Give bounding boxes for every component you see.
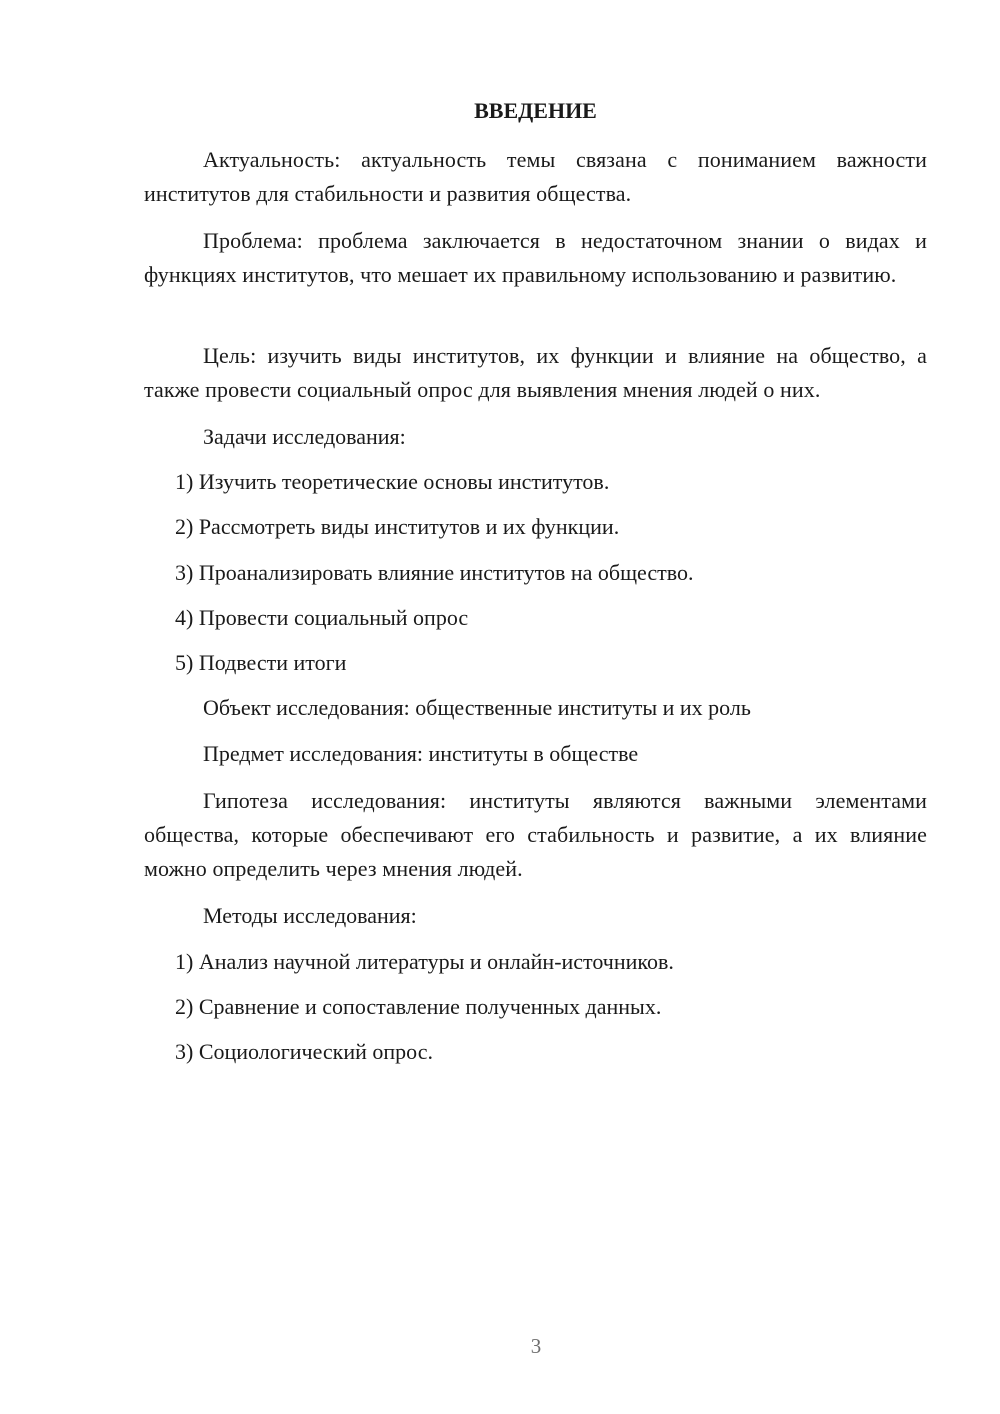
object-line: Объект исследования: общественные институты и их роль: [203, 695, 751, 720]
subject-line: Предмет исследования: институты в обществе: [203, 741, 639, 766]
task-item: 3) Проанализировать влияние институтов на общество.: [175, 560, 694, 585]
task-item: 4) Провести социальный опрос: [175, 605, 469, 630]
task-item: 2) Рассмотреть виды институтов и их функции.: [175, 514, 620, 539]
goal-text: Цель: изучить виды институтов, их функции и влияние на общество, а также провести социальный опрос для выявления мнения людей о них.: [144, 343, 927, 402]
page-title: ВВЕДЕНИЕ: [474, 98, 597, 123]
method-item: 1) Анализ научной литературы и онлайн-источников.: [175, 949, 674, 974]
relevance-text: Актуальность: актуальность темы связана с пониманием важности институтов для стабильности и развития общества.: [144, 147, 927, 206]
tasks-heading: Задачи исследования:: [203, 424, 406, 449]
task-item: 5) Подвести итоги: [175, 650, 347, 675]
task-item: 1) Изучить теоретические основы институтов.: [175, 469, 610, 494]
methods-heading: Методы исследования:: [203, 903, 417, 928]
relevance-paragraph: [144, 143, 927, 211]
hypothesis-text: Гипотеза исследования: институты являются важными элементами общества, которые обеспечивают его стабильность и развитие, а их влияние можно определить через мнения людей.: [144, 788, 927, 881]
hypothesis-paragraph: [144, 784, 927, 886]
method-item: 3) Социологический опрос.: [175, 1039, 433, 1064]
page-number: 3: [530, 1334, 542, 1358]
method-item: 2) Сравнение и сопоставление полученных данных.: [175, 994, 662, 1019]
problem-text: Проблема: проблема заключается в недостаточном знании о видах и функциях институтов, что мешает их правильному использованию и развитию.: [144, 228, 927, 287]
goal-paragraph: [144, 339, 927, 407]
problem-paragraph: [144, 224, 927, 292]
